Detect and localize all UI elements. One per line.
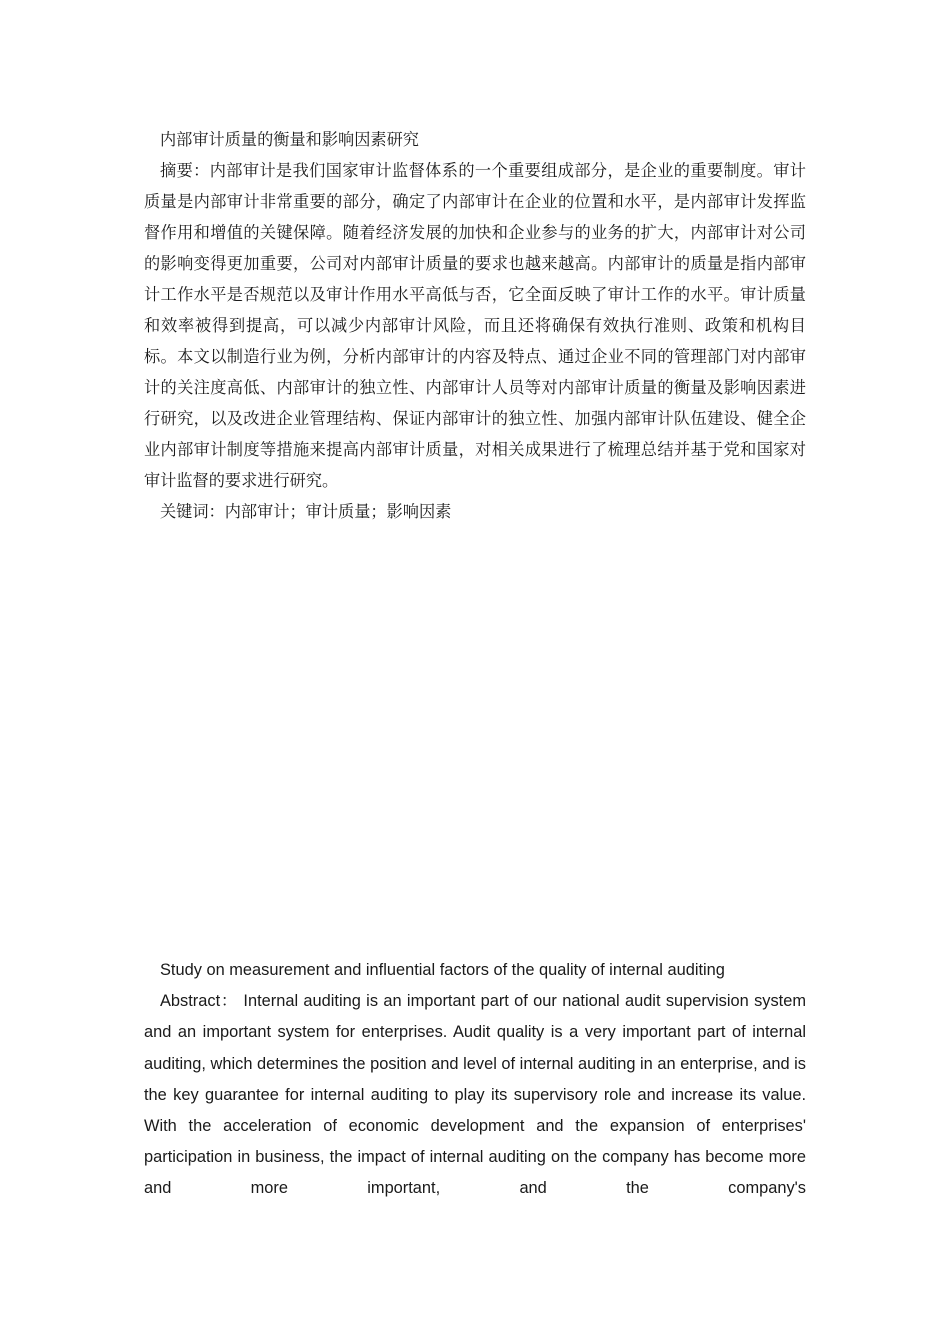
- english-abstract: Abstract： Internal auditing is an important part of our national audit supervision system and an important system for enterprises. Audit quality is a very important part of internal auditing, which determines the position and level of internal auditing in an enterprise, and is the key guarantee for internal auditing to play its supervisory role and increase its value. With the acceleration of economic development and the expansion of enterprises' participation in business, the impact of internal auditing on the company has become more and more important, and the company's: [144, 992, 806, 1198]
- english-title: Study on measurement and influential factors of the quality of internal auditing: [160, 961, 725, 979]
- chinese-title: 内部审计质量的衡量和影响因素研究: [160, 130, 419, 149]
- english-section: [144, 955, 806, 1205]
- chinese-section: [144, 124, 806, 527]
- chinese-abstract: 摘要：内部审计是我们国家审计监督体系的一个重要组成部分，是企业的重要制度。审计质量是内部审计非常重要的部分，确定了内部审计在企业的位置和水平，是内部审计发挥监督作用和增值的关键保障。随着经济发展的加快和企业参与的业务的扩大，内部审计对公司的影响变得更加重要，公司对内部审计质量的要求也越来越高。内部审计的质量是指内部审计工作水平是否规范以及审计作用水平高低与否，它全面反映了审计工作的水平。审计质量和效率被得到提高，可以减少内部审计风险，而且还将确保有效执行准则、政策和机构目标。本文以制造行业为例，分析内部审计的内容及特点、通过企业不同的管理部门对内部审计的关注度高低、内部审计的独立性、内部审计人员等对内部审计质量的衡量及影响因素进行研究，以及改进企业管理结构、保证内部审计的独立性、加强内部审计队伍建设、健全企业内部审计制度等措施来提高内部审计质量，对相关成果进行了梳理总结并基于党和国家对审计监督的要求进行研究。: [144, 161, 806, 490]
- chinese-keywords: 关键词：内部审计；审计质量；影响因素: [160, 502, 452, 521]
